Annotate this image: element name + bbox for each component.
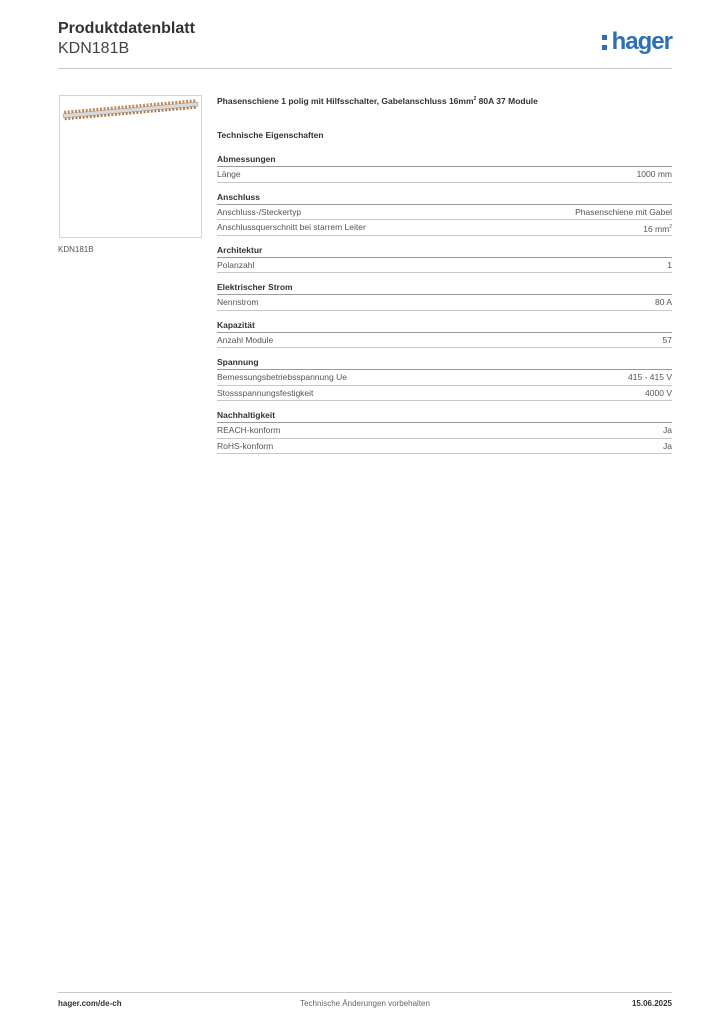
page-header xyxy=(58,20,672,68)
property-section xyxy=(217,357,672,401)
section-title: Spannung xyxy=(217,357,672,370)
property-label: RoHS-konform xyxy=(217,440,274,451)
footer-notice: Technische Änderungen vorbehalten xyxy=(300,999,430,1008)
property-row xyxy=(217,386,672,402)
property-section xyxy=(217,154,672,183)
section-title: Elektrischer Strom xyxy=(217,282,672,295)
property-label: Nennstrom xyxy=(217,297,259,307)
section-title: Architektur xyxy=(217,245,672,258)
main-content xyxy=(217,96,672,463)
property-row xyxy=(217,295,672,311)
section-title: Anschluss xyxy=(217,192,672,205)
image-caption: KDN181B xyxy=(58,245,94,254)
property-value: Ja xyxy=(663,425,672,435)
property-label: Bemessungsbetriebsspannung Ue xyxy=(217,372,347,382)
footer-website-link[interactable]: hager.com/de-ch xyxy=(58,999,122,1008)
property-section xyxy=(217,282,672,311)
section-title: Kapazität xyxy=(217,320,672,333)
product-image xyxy=(59,95,202,238)
property-row xyxy=(217,370,672,386)
property-row xyxy=(217,333,672,349)
property-section xyxy=(217,410,672,454)
property-section xyxy=(217,320,672,349)
property-value: 80 A xyxy=(654,297,672,307)
property-label: Polanzahl xyxy=(217,259,255,270)
footer-date: 15.06.2025 xyxy=(631,999,672,1008)
property-value: 4000 V xyxy=(645,387,672,398)
header-divider xyxy=(58,68,672,69)
property-value: 1 xyxy=(667,259,672,270)
property-row xyxy=(217,220,672,236)
logo-text: hager xyxy=(611,28,672,55)
property-value: Ja xyxy=(663,440,672,451)
property-row xyxy=(217,258,672,274)
property-value: 1000 mm xyxy=(636,169,672,179)
property-label: REACH-konform xyxy=(217,425,281,435)
document-title: Produktdatenblatt xyxy=(58,20,195,37)
property-row xyxy=(217,167,672,183)
property-section xyxy=(217,245,672,274)
property-label: Anschlussquerschnitt bei starrem Leiter xyxy=(217,222,366,232)
property-value: 16 $mm^2$ xyxy=(643,223,672,234)
property-label: Anschluss-/Steckertyp xyxy=(217,206,302,217)
section-title: Nachhaltigkeit xyxy=(217,410,672,423)
property-row xyxy=(217,423,672,439)
property-value: 415 - 415 V xyxy=(628,372,672,382)
footer-divider xyxy=(58,992,672,993)
hager-logo xyxy=(602,24,672,60)
property-value: Phasenschiene mit Gabel xyxy=(575,206,672,217)
property-label: Anzahl Module xyxy=(217,334,274,345)
property-label: Länge xyxy=(217,169,241,179)
technical-properties-heading: Technische Eigenschaften xyxy=(217,130,324,140)
property-section xyxy=(217,192,672,236)
property-label: Stossspannungsfestigkeit xyxy=(217,387,314,398)
property-value: 57 xyxy=(662,334,672,345)
property-row xyxy=(217,205,672,221)
logo-colon-icon xyxy=(602,32,610,52)
property-row xyxy=(217,439,672,455)
product-name: Phasenschiene 1 polig mit Hilfsschalter, Gabelanschluss $16mm^2$ 80A 37 Module xyxy=(217,96,538,106)
busbar-product-image xyxy=(60,96,201,237)
article-number: KDN181B xyxy=(58,40,130,57)
properties-list xyxy=(217,154,672,454)
section-title: Abmessungen xyxy=(217,154,672,167)
